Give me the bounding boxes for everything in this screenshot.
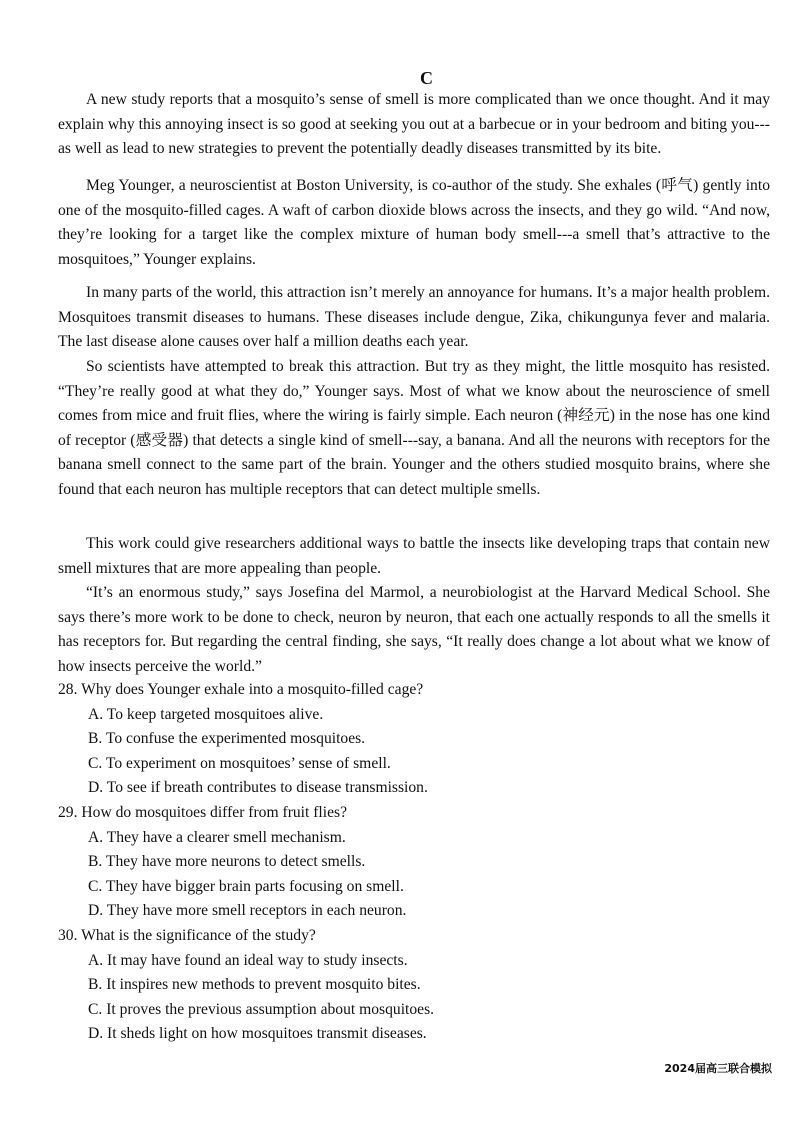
- answer-option-c: C. It proves the previous assumption about mosquitoes.: [88, 1000, 435, 1018]
- passage-paragraph-4: So scientists have attempted to break this attraction. But try as they might, the little mosquito has resisted. “They’re really good at what they do,” Younger says. Most of what we know about the neuroscience of smell comes from mice and fruit flies, where the wiring is fairly simple. Each neuron (神经元) in the nose has one kind of receptor (感受器) that detects a single kind of smell---say, a banana. And all the neurons with receptors for the banana smell connect to the same part of the brain. Younger and the others studied mosquito brains, where she found that each neuron has multiple receptors that can detect multiple smells.: [58, 358, 770, 498]
- answer-option-b: B. They have more neurons to detect smells.: [88, 853, 366, 871]
- question-stem: 30. What is the significance of the study?: [58, 926, 316, 944]
- exam-footer-label: 2024届高三联合模拟: [664, 1062, 772, 1075]
- passage-paragraph-3: In many parts of the world, this attraction isn’t merely an annoyance for humans. It’s a major health problem. Mosquitoes transmit diseases to humans. These diseases include dengue, Zika, chikungunya fever and malaria. The last disease alone causes over half a million deaths each year.: [58, 284, 770, 351]
- answer-option-a: A. They have a clearer smell mechanism.: [88, 828, 346, 846]
- passage-paragraph-5: This work could give researchers additional ways to battle the insects like developing traps that contain new smell mixtures that are more appealing than people.: [58, 535, 770, 577]
- answer-option-a: A. To keep targeted mosquitoes alive.: [88, 705, 324, 723]
- answer-option-d: D. They have more smell receptors in each neuron.: [88, 902, 407, 920]
- question-29: [58, 801, 770, 924]
- answer-option-b: B. It inspires new methods to prevent mosquito bites.: [88, 976, 421, 994]
- passage-paragraph-1: A new study reports that a mosquito’s sense of smell is more complicated than we once thought. And it may explain why this annoying insect is so good at seeking you out at a barbecue or in your bedroom and biting you---as well as lead to new strategies to prevent the potentially deadly diseases transmitted by its bite.: [58, 91, 770, 158]
- answer-option-d: D. To see if breath contributes to disease transmission.: [88, 779, 428, 797]
- question-list: [58, 678, 770, 1047]
- answer-option-c: C. They have bigger brain parts focusing on smell.: [88, 877, 404, 895]
- question-stem: 28. Why does Younger exhale into a mosquito-filled cage?: [58, 681, 424, 698]
- question-stem: 29. How do mosquitoes differ from fruit flies?: [58, 803, 348, 821]
- answer-option-d: D. It sheds light on how mosquitoes transmit diseases.: [88, 1025, 427, 1043]
- question-28: [58, 678, 770, 801]
- question-30: [58, 924, 770, 1047]
- answer-option-b: B. To confuse the experimented mosquitoes.: [88, 730, 366, 748]
- answer-option-c: C. To experiment on mosquitoes’ sense of smell.: [88, 754, 391, 772]
- passage-paragraph-6: “It’s an enormous study,” says Josefina del Marmol, a neurobiologist at the Harvard Medical School. She says there’s more work to be done to check, neuron by neuron, that each one actually responds to all the smells it has receptors for. But regarding the central finding, she says, “It really does change a lot about what we know of how insects perceive the world.”: [58, 584, 770, 675]
- answer-option-a: A. It may have found an ideal way to study insects.: [88, 951, 408, 969]
- passage-paragraph-2: Meg Younger, a neuroscientist at Boston University, is co-author of the study. She exhales (呼气) gently into one of the mosquito-filled cages. A waft of carbon dioxide blows across the insects, and they go wild. “And now, they’re looking for a target like the complex mixture of human body smell---a smell that’s attractive to the mosquitoes,” Younger explains.: [58, 177, 770, 268]
- section-letter: C: [420, 68, 433, 88]
